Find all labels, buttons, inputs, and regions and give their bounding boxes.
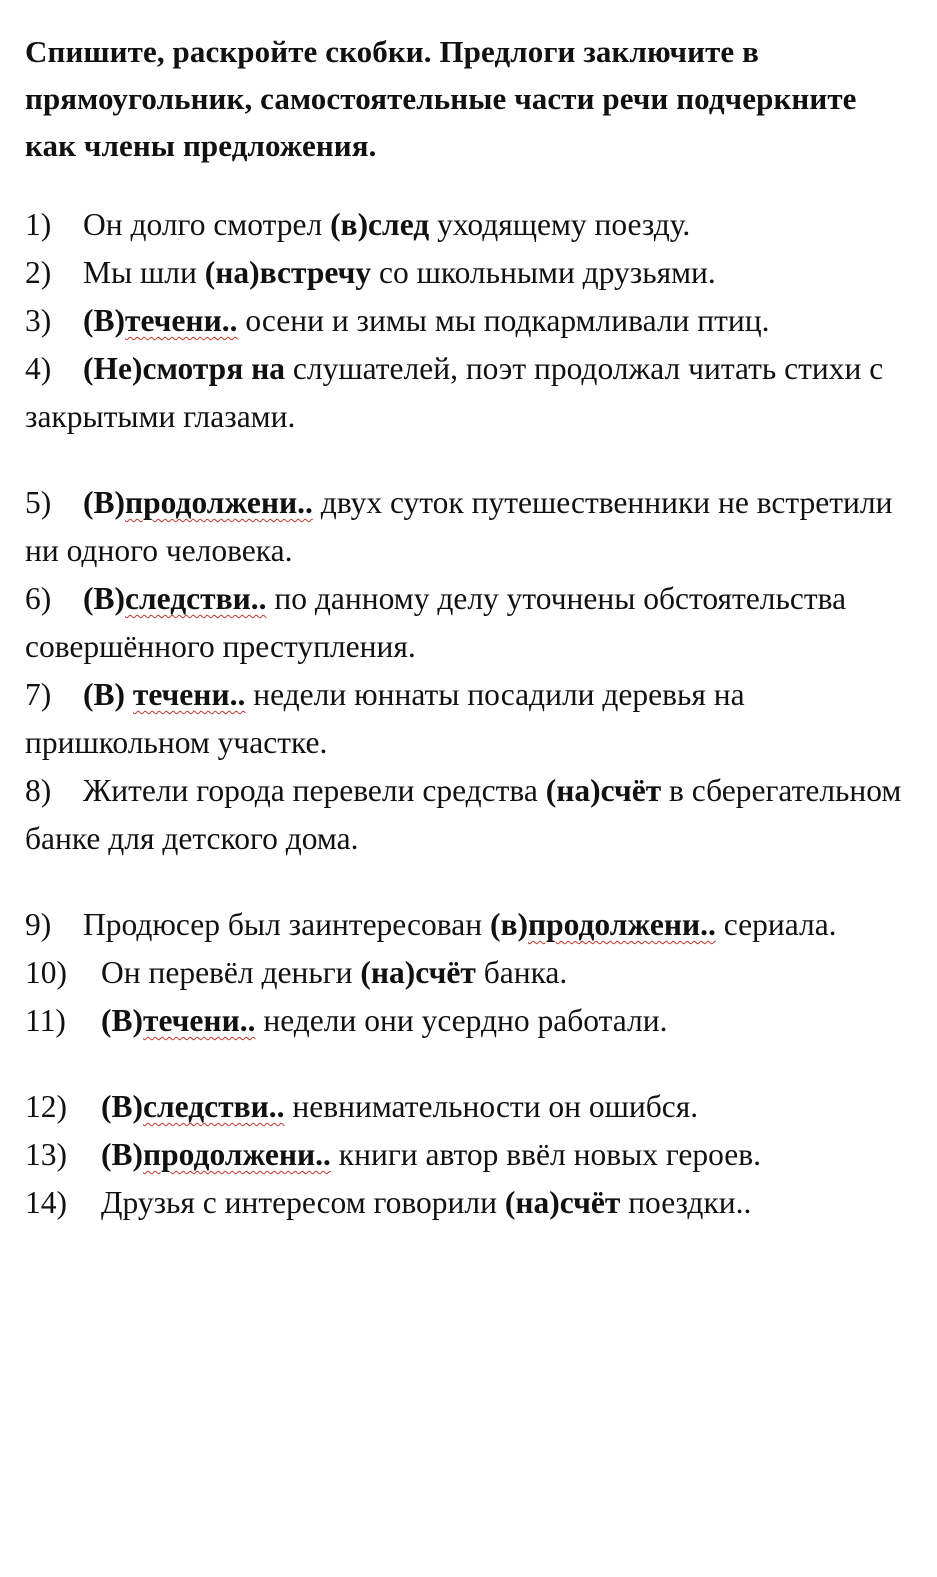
item-text-after: недели они усердно работали. <box>255 1003 668 1038</box>
item-bold-underlined-word: течени.. <box>132 677 246 712</box>
item-bold-word: (В) <box>83 303 125 338</box>
item-bold-word: (В) <box>83 485 125 520</box>
item-bold-word: (В) <box>101 1089 143 1124</box>
item-text-before: Жители города перевели средства <box>83 773 546 808</box>
item-text-before: Продюсер был заинтересован <box>83 907 490 942</box>
item-text-after: в сберегательном банке для детского дома. <box>25 773 902 856</box>
item-number: 6) <box>25 581 52 616</box>
item-text-after: невнимательности он ошибся. <box>284 1089 699 1124</box>
item-text-after: книги автор ввёл новых героев. <box>330 1137 761 1172</box>
item-bold-word: (на)счёт <box>504 1185 621 1220</box>
exercise-item-1 <box>25 201 911 249</box>
item-bold-underlined-word: следстви.. <box>125 581 267 616</box>
item-number: 4) <box>25 351 52 386</box>
item-number: 8) <box>25 773 52 808</box>
item-number: 13) <box>25 1137 67 1172</box>
item-number: 1) <box>25 207 52 242</box>
item-bold-word: (В) <box>101 1137 143 1172</box>
item-bold-word: (в) <box>489 907 528 942</box>
item-text-after: двух суток путешественники не встретили ни одного человека. <box>25 485 893 568</box>
item-bold-underlined-word: продолжени.. <box>125 485 313 520</box>
item-bold-underlined-word: течени.. <box>125 303 238 338</box>
item-text-after: недели юннаты посадили деревья на пришкольном участке. <box>25 677 745 760</box>
exercise-item-3 <box>25 297 911 345</box>
item-text-after: сериала. <box>715 907 837 942</box>
item-text-after: по данному делу уточнены обстоятельства совершённого преступления. <box>25 581 847 664</box>
item-number: 2) <box>25 255 52 290</box>
exercise-item-5 <box>25 479 911 575</box>
item-bold-word: (на)счёт <box>360 955 476 990</box>
item-number: 14) <box>25 1185 67 1220</box>
item-number: 11) <box>25 1003 66 1038</box>
item-text-after: слушателей, поэт продолжал читать стихи с закрытыми глазами. <box>25 351 884 434</box>
item-text-before: Мы шли <box>83 255 205 290</box>
item-bold-underlined-word: продолжени.. <box>143 1137 331 1172</box>
item-bold-word: (В) <box>83 581 125 616</box>
instruction-heading: Спишите, раскройте скобки. Предлоги заключите в прямоугольник, самостоятельные части речи подчеркните как члены предложения. <box>25 34 857 163</box>
exercise-item-14 <box>25 1179 911 1227</box>
item-number: 12) <box>25 1089 67 1124</box>
item-bold-word: (на)встречу <box>204 255 372 290</box>
item-bold-word: (в)след <box>330 207 430 242</box>
item-text-after: банка. <box>475 955 568 990</box>
exercise-item-7 <box>25 671 911 767</box>
item-bold-underlined-word: продолжени.. <box>527 907 716 942</box>
item-text-after: уходящему поезду. <box>429 207 691 242</box>
exercise-list <box>25 201 911 1227</box>
item-number: 7) <box>25 677 52 712</box>
item-bold-word: (В) <box>101 1003 143 1038</box>
item-text-before: Он перевёл деньги <box>101 955 361 990</box>
exercise-item-12 <box>25 1083 911 1131</box>
item-text-before: Он долго смотрел <box>83 207 331 242</box>
item-bold-underlined-word: течени.. <box>143 1003 256 1038</box>
item-bold-underlined-word: следстви.. <box>143 1089 285 1124</box>
item-bold-word: (Не)смотря на <box>83 351 286 386</box>
exercise-item-2 <box>25 249 911 297</box>
item-number: 3) <box>25 303 52 338</box>
exercise-item-11 <box>25 997 911 1045</box>
item-text-after: поездки.. <box>620 1185 752 1220</box>
exercise-item-9 <box>25 901 911 949</box>
item-number: 10) <box>25 955 67 990</box>
item-text-after: осени и зимы мы подкармливали птиц. <box>237 303 770 338</box>
exercise-item-6 <box>25 575 911 671</box>
item-number: 9) <box>25 907 52 942</box>
item-bold-word: (на)счёт <box>545 773 662 808</box>
exercise-item-4 <box>25 345 911 441</box>
exercise-item-8 <box>25 767 911 863</box>
item-number: 5) <box>25 485 52 520</box>
item-text-before: Друзья с интересом говорили <box>101 1185 505 1220</box>
exercise-item-13 <box>25 1131 911 1179</box>
exercise-item-10 <box>25 949 911 997</box>
item-text-after: со школьными друзьями. <box>371 255 716 290</box>
item-bold-word: (В) <box>83 677 133 712</box>
